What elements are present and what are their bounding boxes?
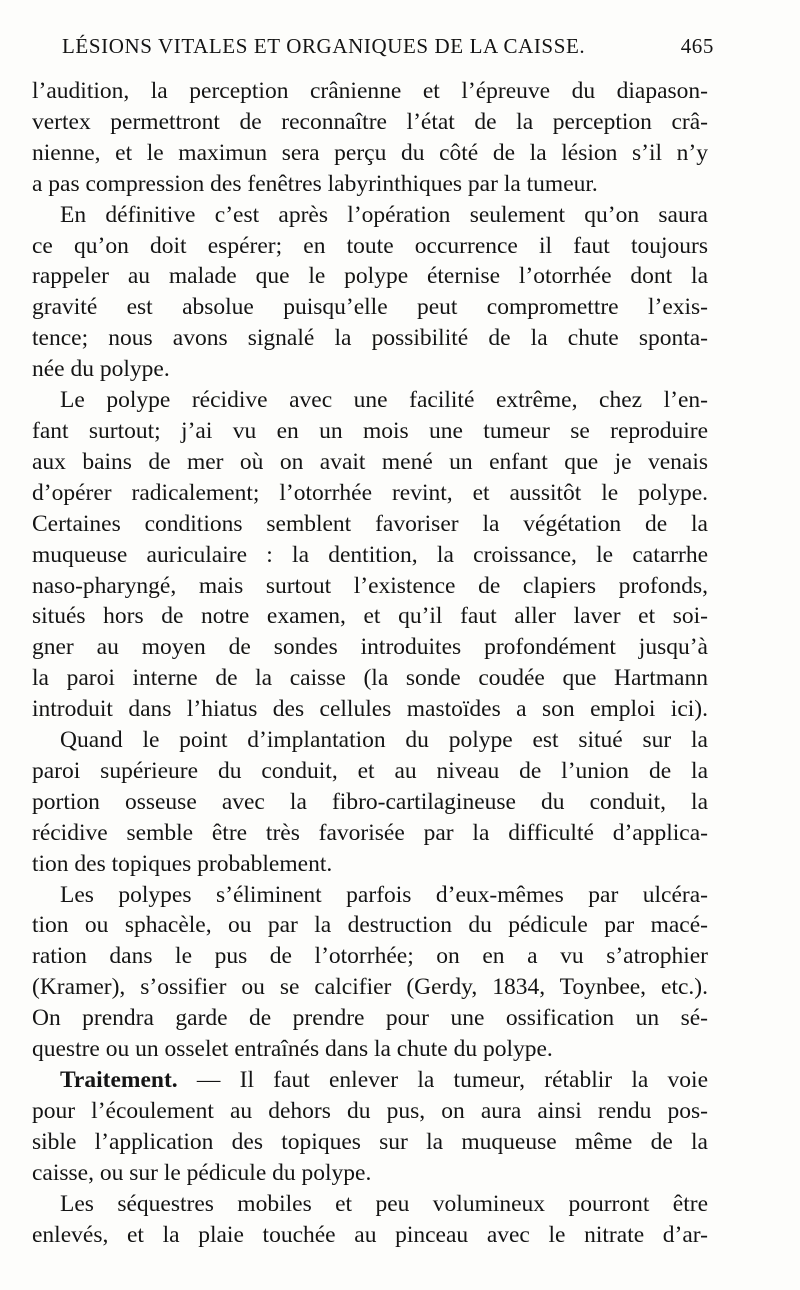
running-header xyxy=(62,34,714,62)
body-text xyxy=(32,76,708,1250)
text-line: tence; nous avons signalé la possibilité de la chute sponta- xyxy=(32,325,708,352)
text-line: Quand le point d’implantation du polype est situé sur la xyxy=(60,727,708,754)
text-line: aux bains de mer où on avait mené un enfant que je venais xyxy=(32,448,708,475)
text-line: Les polypes s’éliminent parfois d’eux-mêmes par ulcéra- xyxy=(60,881,708,908)
text-line: tion des topiques probablement. xyxy=(32,850,333,877)
text-line: portion osseuse avec la fibro-cartilagineuse du conduit, la xyxy=(32,788,708,815)
text-line: sible l’application des topiques sur la muqueuse même de la xyxy=(32,1128,708,1155)
text-line: d’opérer radicalement; l’otorrhée revint, et aussitôt le polype. xyxy=(32,479,708,506)
text-line: introduit dans l’hiatus des cellules mastoïdes a son emploi ici). xyxy=(32,696,708,723)
text-line: l’audition, la perception crânienne et l’épreuve du diapason- xyxy=(32,78,708,104)
text-line: fant surtout; j’ai vu en un mois une tumeur se reproduire xyxy=(32,417,708,444)
text-line: nienne, et le maximun sera perçu du côté de la lésion s’il n’y xyxy=(32,139,708,166)
text-line: ce qu’on doit espérer; en toute occurrence il faut toujours xyxy=(32,232,708,259)
page-number: 465 xyxy=(680,34,714,58)
text-line: gner au moyen de sondes introduites profondément jusqu’à xyxy=(32,634,708,661)
text-line: naso-pharyngé, mais surtout l’existence de clapiers profonds, xyxy=(32,572,708,599)
text-line: On prendra garde de prendre pour une ossification un sé- xyxy=(32,1005,708,1032)
text-line: gravité est absolue puisqu’elle peut compromettre l’exis- xyxy=(32,294,708,321)
text-line: En définitive c’est après l’opération seulement qu’on saura xyxy=(60,201,708,228)
text-line: Le polype récidive avec une facilité extrême, chez l’en- xyxy=(60,387,708,414)
text-line: pour l’écoulement au dehors du pus, on aura ainsi rendu pos- xyxy=(32,1097,708,1124)
section-heading: Traitement. xyxy=(60,1067,178,1093)
text-line: rappeler au malade que le polype éternise l’otorrhée dont la xyxy=(32,263,708,290)
text-line: (Kramer), s’ossifier ou se calcifier (Gerdy, 1834, Toynbee, etc.). xyxy=(32,974,708,1001)
text-line: récidive semble être très favorisée par la difficulté d’applica- xyxy=(32,819,708,846)
text-line: muqueuse auriculaire : la dentition, la croissance, le catarrhe xyxy=(32,541,708,568)
text-line: Les séquestres mobiles et peu volumineux pourront être xyxy=(60,1190,708,1217)
text-line: Certaines conditions semblent favoriser la végétation de la xyxy=(32,510,708,537)
running-title: LÉSIONS VITALES ET ORGANIQUES DE LA CAISSE. xyxy=(62,34,586,58)
text-line: tion ou sphacèle, ou par la destruction du pédicule par macé- xyxy=(32,912,708,939)
text-line-rest: — Il faut enlever la tumeur, rétablir la voie xyxy=(177,1067,708,1093)
text-line: la paroi interne de la caisse (la sonde coudée que Hartmann xyxy=(32,665,708,692)
text-line: ration dans le pus de l’otorrhée; on en a vu s’atrophier xyxy=(32,943,708,970)
text-line: paroi supérieure du conduit, et au niveau de l’union de la xyxy=(32,757,708,784)
text-line: caisse, ou sur le pédicule du polype. xyxy=(32,1159,372,1186)
text-line: questre ou un osselet entraînés dans la chute du polype. xyxy=(32,1036,553,1063)
text-line: a pas compression des fenêtres labyrinthiques par la tumeur. xyxy=(32,170,598,197)
text-line: vertex permettront de reconnaître l’état de la perception crâ- xyxy=(32,108,708,135)
text-line xyxy=(32,1065,708,1096)
text-line: née du polype. xyxy=(32,356,170,383)
text-line: situés hors de notre examen, et qu’il faut aller laver et soi- xyxy=(32,603,708,630)
text-line: enlevés, et la plaie touchée au pinceau avec le nitrate d’ar- xyxy=(32,1221,708,1248)
